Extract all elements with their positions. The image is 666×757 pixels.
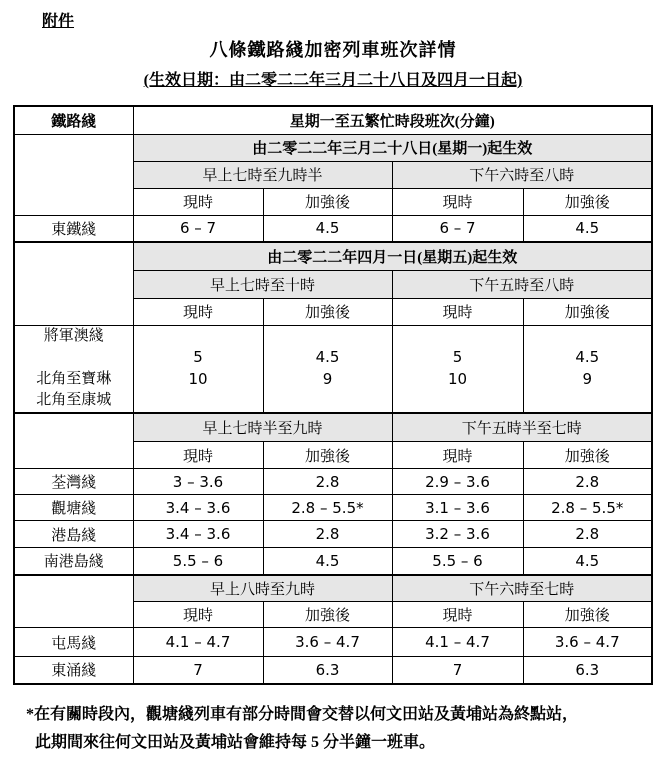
page-title: 八條鐵路綫加密列車班次詳情: [209, 40, 457, 60]
tko-line-name: 將軍澳綫: [43, 327, 104, 344]
value-cell: 2.8: [523, 469, 652, 495]
evening-period-cell: 下午五時至八時: [392, 270, 652, 298]
current-header-cell: 現時: [133, 442, 263, 469]
value-cell: 3.2 – 3.6: [392, 521, 523, 548]
value-cell: 3.4 – 3.6: [133, 521, 263, 548]
page-subtitle-text: (生效日期：由二零二二年三月二十八日及四月一日起): [143, 72, 523, 89]
enhanced-header-cell: 加強後: [523, 602, 652, 628]
current-header-cell: 現時: [133, 298, 263, 325]
value-cell: [523, 325, 652, 413]
evening-period-cell: 下午六時至七時: [392, 575, 652, 602]
footnote-line-1: *在有關時段內，觀塘綫列車有部分時間會交替以何文田站及黃埔站為終點站，: [26, 705, 579, 723]
value-cell: 5.5 – 6: [392, 548, 523, 575]
page-subtitle: [0, 67, 666, 90]
attachment-label: 附件: [42, 13, 75, 30]
line-name-cell: 觀塘綫: [14, 495, 133, 521]
value-cell: [263, 325, 392, 413]
line-name-cell: 東涌綫: [14, 657, 133, 684]
tko-value-bottom: 9: [322, 369, 333, 388]
value-cell: 4.5: [263, 215, 392, 242]
empty-cell: [14, 134, 133, 215]
footnote-line-2: [26, 729, 651, 757]
value-cell: 2.8: [263, 469, 392, 495]
tko-branch-1: 北角至寶琳: [36, 370, 112, 387]
enhanced-header-cell: 加強後: [523, 298, 652, 325]
line-name-cell: 港島綫: [14, 521, 133, 548]
morning-period-cell: 早上七時至九時半: [133, 161, 392, 188]
tko-value-top: 4.5: [575, 348, 600, 366]
current-header-cell: 現時: [133, 602, 263, 628]
tko-value-top: 5: [193, 348, 203, 366]
enhanced-header-cell: 加強後: [523, 188, 652, 215]
main-header-cell: 星期一至五繁忙時段班次(分鐘): [133, 106, 652, 134]
value-cell: 6 – 7: [133, 215, 263, 242]
current-header-cell: 現時: [133, 188, 263, 215]
enhanced-header-cell: 加強後: [263, 602, 392, 628]
value-cell: 2.8: [263, 521, 392, 548]
tko-value-top: 4.5: [315, 348, 340, 366]
value-cell: 2.8 – 5.5*: [263, 495, 392, 521]
enhanced-header-cell: 加強後: [263, 298, 392, 325]
value-cell: 6.3: [523, 657, 652, 684]
line-name-cell: 東鐵綫: [14, 215, 133, 242]
tko-value-bottom: 10: [188, 369, 208, 388]
line-name-cell: 屯馬綫: [14, 628, 133, 657]
enhanced-header-cell: 加強後: [263, 442, 392, 469]
footnote: [26, 701, 651, 757]
value-cell: 6.3: [263, 657, 392, 684]
line-name-cell: 荃灣綫: [14, 469, 133, 495]
current-header-cell: 現時: [392, 442, 523, 469]
value-cell: 4.5: [523, 215, 652, 242]
value-cell: 4.1 – 4.7: [392, 628, 523, 657]
morning-period-cell: 早上七時至十時: [133, 270, 392, 298]
value-cell: 5.5 – 6: [133, 548, 263, 575]
enhanced-header-cell: 加強後: [263, 188, 392, 215]
value-cell: 6 – 7: [392, 215, 523, 242]
empty-cell: [14, 413, 133, 469]
tko-line-cell: [14, 325, 133, 413]
value-cell: 2.9 – 3.6: [392, 469, 523, 495]
value-cell: 7: [133, 657, 263, 684]
value-cell: 3.6 – 4.7: [523, 628, 652, 657]
value-cell: 4.5: [523, 548, 652, 575]
effective-date-banner: 由二零二二年四月一日(星期五)起生效: [133, 242, 652, 270]
value-cell: 3 – 3.6: [133, 469, 263, 495]
line-name-cell: 南港島綫: [14, 548, 133, 575]
value-cell: 2.8: [523, 521, 652, 548]
value-cell: 2.8 – 5.5*: [523, 495, 652, 521]
value-cell: 7: [392, 657, 523, 684]
empty-cell: [14, 575, 133, 628]
current-header-cell: 現時: [392, 298, 523, 325]
current-header-cell: 現時: [392, 602, 523, 628]
evening-period-cell: 下午五時半至七時: [392, 413, 652, 442]
tko-value-bottom: 10: [447, 369, 468, 388]
tko-branch-2: 北角至康城: [36, 392, 112, 408]
tko-spacer: [15, 347, 133, 369]
morning-period-cell: 早上七時半至九時: [133, 413, 392, 442]
evening-period-cell: 下午六時至八時: [392, 161, 652, 188]
morning-period-cell: 早上八時至九時: [133, 575, 392, 602]
tko-value-top: 5: [452, 348, 463, 366]
value-cell: [392, 325, 523, 413]
value-cell: 4.1 – 4.7: [133, 628, 263, 657]
value-cell: 3.6 – 4.7: [263, 628, 392, 657]
value-cell: 3.4 – 3.6: [133, 495, 263, 521]
value-cell: 4.5: [263, 548, 392, 575]
corner-header-cell: 鐵路綫: [14, 106, 133, 134]
empty-cell: [14, 242, 133, 325]
value-cell: 3.1 – 3.6: [392, 495, 523, 521]
enhanced-header-cell: 加強後: [523, 442, 652, 469]
value-cell: [133, 325, 263, 413]
current-header-cell: 現時: [392, 188, 523, 215]
tko-value-bottom: 9: [582, 369, 593, 388]
effective-date-banner: 由二零二二年三月二十八日(星期一)起生效: [133, 134, 652, 161]
footnote-line-2-text: 此期間來往何文田站及黃埔站會維持每 5 分半鐘一班車。: [35, 733, 436, 751]
schedule-table: [13, 105, 653, 685]
